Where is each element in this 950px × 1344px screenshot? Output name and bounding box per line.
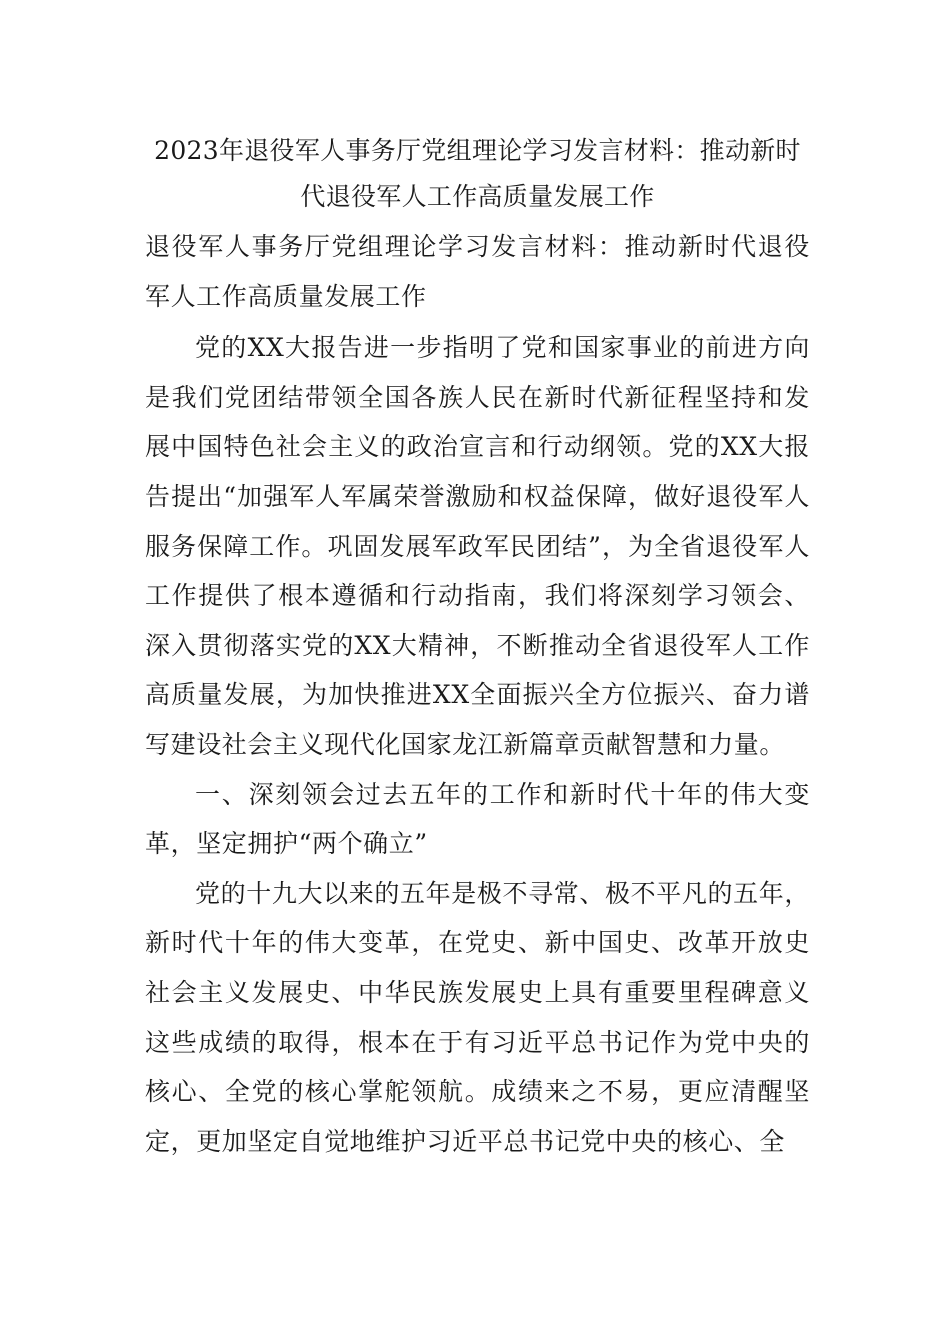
- section-heading-1: 一、深刻领会过去五年的工作和新时代十年的伟大变革，坚定拥护“两个确立”: [145, 779, 810, 859]
- paragraph-intro: 党的XX大报告进一步指明了党和国家事业的前进方向是我们党团结带领全国各族人民在新时代新征程坚持和发展中国特色社会主义的政治宣言和行动纲领。党的XX大报告提出“加强军人军属荣誉激励和权益保障，做好退役军人服务保障工作。巩固发展军政军民团结”，为全省退役军人工作提供了根本遵循和行动指南，我们将深刻学习领会、深入贯彻落实党的XX大精神，不断推动全省退役军人工作高质量发展，为加快推进XX全面振兴全方位振兴、奋力谱写建设社会主义现代化国家龙江新篇章贡献智慧和力量。: [145, 333, 810, 759]
- document-body: [145, 323, 810, 1166]
- document-title-line-2: 代退役军人工作高质量发展工作: [300, 182, 655, 211]
- paragraph-section-1: 党的十九大以来的五年是极不寻常、极不平凡的五年，新时代十年的伟大变革，在党史、新中国史、改革开放史社会主义发展史、中华民族发展史上具有重要里程碑意义这些成绩的取得，根本在于有习近平总书记作为党中央的核心、全党的核心掌舵领航。成绩来之不易，更应清醒坚定，更加坚定自觉地维护习近平总书记党中央的核心、全: [145, 878, 810, 1156]
- document-title: [145, 128, 810, 220]
- document-page: [145, 128, 810, 1166]
- document-title-line-1: 2023年退役军人事务厅党组理论学习发言材料：推动新时: [154, 136, 801, 165]
- document-subtitle: 退役军人事务厅党组理论学习发言材料：推动新时代退役军人工作高质量发展工作: [145, 232, 810, 311]
